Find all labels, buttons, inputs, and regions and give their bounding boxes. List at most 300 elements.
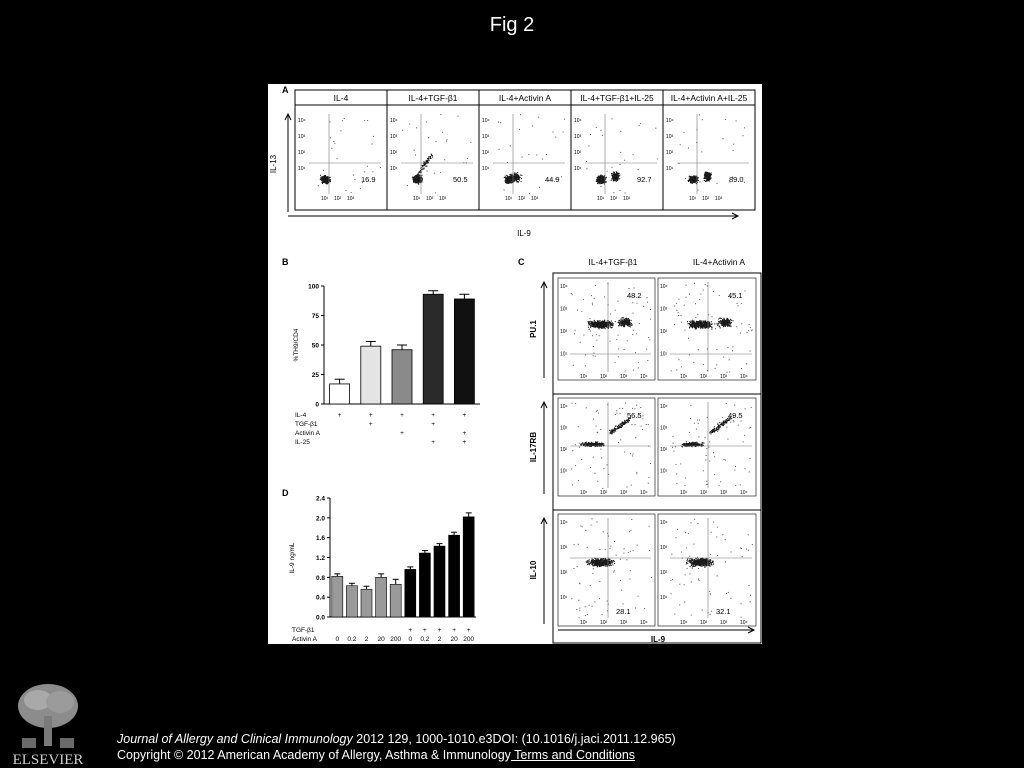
scatter-dot xyxy=(630,323,631,324)
scatter-dot xyxy=(620,190,621,191)
scatter-dot xyxy=(729,359,730,360)
plus-mark: + xyxy=(431,421,436,428)
scatter-dot xyxy=(684,305,685,306)
scatter-dot xyxy=(689,442,690,443)
scatter-dot xyxy=(572,484,573,485)
scatter-dot xyxy=(698,322,699,323)
scatter-dot xyxy=(703,323,704,324)
scatter-dot xyxy=(364,120,365,121)
scatter-dot xyxy=(324,179,325,180)
x-tick-label: 10² xyxy=(702,196,710,202)
scatter-dot xyxy=(730,319,731,320)
y-tick-label: 10² xyxy=(560,329,568,335)
scatter-dot xyxy=(641,426,642,427)
scatter-dot xyxy=(697,314,698,315)
panel-c-header: IL-4+TGF-β1 xyxy=(588,257,638,267)
y-tick-label: 0.4 xyxy=(315,594,325,602)
scatter-dot xyxy=(418,183,419,184)
scatter-dot xyxy=(610,433,611,434)
scatter-dot xyxy=(689,323,690,324)
scatter-dot xyxy=(516,173,517,174)
scatter-dot xyxy=(597,179,598,180)
scatter-dot xyxy=(646,349,647,350)
y-tick-label: 50 xyxy=(311,342,319,350)
scatter-dot xyxy=(615,321,616,322)
scatter-dot xyxy=(601,180,602,181)
scatter-dot xyxy=(617,428,618,429)
scatter-dot xyxy=(708,173,709,174)
scatter-dot xyxy=(595,327,596,328)
scatter-dot xyxy=(602,488,603,489)
y-tick-label: 2.0 xyxy=(315,515,325,523)
scatter-dot xyxy=(553,132,554,133)
scatter-dot xyxy=(647,297,648,298)
scatter-dot xyxy=(698,349,699,350)
scatter-dot xyxy=(600,327,601,328)
bar xyxy=(332,576,343,617)
scatter-dot xyxy=(539,187,540,188)
scatter-dot xyxy=(699,324,700,325)
scatter-dot xyxy=(413,181,414,182)
bar xyxy=(376,577,387,617)
scatter-dot xyxy=(694,179,695,180)
scatter-dot xyxy=(687,445,688,446)
scatter-dot xyxy=(595,442,596,443)
scatter-dot xyxy=(687,444,688,445)
scatter-dot xyxy=(691,181,692,182)
scatter-dot xyxy=(511,174,512,175)
scatter-dot xyxy=(683,132,684,133)
scatter-dot xyxy=(600,449,601,450)
scatter-dot xyxy=(601,183,602,184)
scatter-dot xyxy=(741,323,742,324)
scatter-dot xyxy=(603,182,604,183)
scatter-dot xyxy=(619,324,620,325)
x-tick-label: 10¹ xyxy=(580,490,588,496)
scatter-dot xyxy=(627,421,628,422)
panel-a-percent: 44.9 xyxy=(545,175,560,184)
scatter-dot xyxy=(599,443,600,444)
scatter-dot xyxy=(629,326,630,327)
scatter-dot xyxy=(727,372,728,373)
panel-c-frame xyxy=(553,273,761,643)
scatter-dot xyxy=(440,172,441,173)
scatter-dot xyxy=(700,328,701,329)
scatter-dot xyxy=(426,162,427,163)
scatter-dot xyxy=(510,181,511,182)
scatter-dot xyxy=(721,321,722,322)
scatter-dot xyxy=(613,323,614,324)
scatter-dot xyxy=(581,459,582,460)
scatter-dot xyxy=(624,326,625,327)
scatter-dot xyxy=(415,175,416,176)
y-tick-label: 10³ xyxy=(560,306,568,313)
scatter-dot xyxy=(692,183,693,184)
scatter-dot xyxy=(599,178,600,179)
scatter-dot xyxy=(598,327,599,328)
scatter-dot xyxy=(696,327,697,328)
scatter-dot xyxy=(678,315,679,316)
scatter-dot xyxy=(744,182,745,183)
scatter-dot xyxy=(612,118,613,119)
x-tick-label: 10⁴ xyxy=(640,490,648,496)
scatter-dot xyxy=(578,426,579,427)
scatter-dot xyxy=(612,432,613,433)
scatter-dot xyxy=(717,427,718,428)
scatter-dot xyxy=(546,154,547,155)
scatter-dot xyxy=(704,321,705,322)
scatter-dot xyxy=(605,324,606,325)
condition-label: IL-25 xyxy=(295,439,310,446)
scatter-dot xyxy=(688,323,689,324)
scatter-dot xyxy=(648,483,649,484)
scatter-dot xyxy=(693,326,694,327)
scatter-dot xyxy=(709,179,710,180)
scatter-dot xyxy=(705,320,706,321)
scatter-dot xyxy=(517,181,518,182)
scatter-dot xyxy=(573,365,574,366)
plus-mark: + xyxy=(368,412,373,419)
scatter-dot xyxy=(522,157,523,158)
scatter-dot xyxy=(724,322,725,323)
scatter-dot xyxy=(532,125,533,126)
scatter-dot xyxy=(604,320,605,321)
scatter-dot xyxy=(518,179,519,180)
scatter-dot xyxy=(714,428,715,429)
scatter-dot xyxy=(718,321,719,322)
scatter-dot xyxy=(719,318,720,319)
scatter-dot xyxy=(627,319,628,320)
y-tick-label: 10² xyxy=(390,150,398,156)
scatter-dot xyxy=(707,285,708,286)
scatter-dot xyxy=(692,182,693,183)
y-tick-label: 10³ xyxy=(560,425,568,432)
plus-mark: + xyxy=(466,627,471,634)
scatter-dot xyxy=(615,429,616,430)
scatter-dot xyxy=(715,328,716,329)
y-tick-label: 10⁴ xyxy=(560,284,568,290)
scatter-dot xyxy=(506,178,507,179)
scatter-dot xyxy=(344,118,345,119)
scatter-dot xyxy=(609,325,610,326)
scatter-dot xyxy=(615,179,616,180)
scatter-dot xyxy=(617,174,618,175)
scatter-dot xyxy=(636,473,637,474)
scatter-dot xyxy=(718,324,719,325)
scatter-dot xyxy=(649,477,650,478)
scatter-dot xyxy=(635,408,636,409)
scatter-dot xyxy=(513,178,514,179)
y-tick-label: 10¹ xyxy=(560,351,568,358)
scatter-dot xyxy=(719,295,720,296)
scatter-dot xyxy=(623,320,624,321)
scatter-dot xyxy=(649,339,650,340)
scatter-dot xyxy=(749,428,750,429)
y-tick-label: 1.2 xyxy=(315,555,325,562)
scatter-dot xyxy=(505,177,506,178)
y-tick-label: 10² xyxy=(298,150,306,156)
scatter-dot xyxy=(419,172,420,173)
scatter-dot xyxy=(695,444,696,445)
scatter-dot xyxy=(599,326,600,327)
scatter-dot xyxy=(516,179,517,180)
scatter-dot xyxy=(690,178,691,179)
scatter-dot xyxy=(696,325,697,326)
scatter-dot xyxy=(720,318,721,319)
x-tick-label: 10¹ xyxy=(689,196,697,202)
scatter-dot xyxy=(415,183,416,184)
y-tick-label: 1.6 xyxy=(315,535,325,543)
y-tick-label: 100 xyxy=(308,283,319,291)
scatter-dot xyxy=(619,321,620,322)
scatter-dot xyxy=(631,320,632,321)
scatter-dot xyxy=(334,143,335,144)
y-axis-label: IL-9 ng/mL xyxy=(289,542,296,574)
scatter-dot xyxy=(517,172,518,173)
scatter-dot xyxy=(720,327,721,328)
scatter-dot xyxy=(421,180,422,181)
scatter-dot xyxy=(633,313,634,314)
scatter-dot xyxy=(521,175,522,176)
scatter-dot xyxy=(613,174,614,175)
scatter-dot xyxy=(446,141,447,142)
scatter-dot xyxy=(629,288,630,289)
scatter-dot xyxy=(723,424,724,425)
scatter-dot xyxy=(426,122,427,123)
scatter-dot xyxy=(719,326,720,327)
scatter-dot xyxy=(346,190,347,191)
scatter-dot xyxy=(709,441,710,442)
scatter-dot xyxy=(693,321,694,322)
y-tick-label: 10¹ xyxy=(482,166,490,172)
scatter-dot xyxy=(729,371,730,372)
scatter-dot xyxy=(326,182,327,183)
scatter-dot xyxy=(327,183,328,184)
scatter-dot xyxy=(590,134,591,135)
scatter-dot xyxy=(621,321,622,322)
scatter-dot xyxy=(613,432,614,433)
scatter-dot xyxy=(733,150,734,151)
scatter-dot xyxy=(611,175,612,176)
scatter-dot xyxy=(409,124,410,125)
scatter-dot xyxy=(684,445,685,446)
scatter-dot xyxy=(616,181,617,182)
scatter-dot xyxy=(689,179,690,180)
scatter-dot xyxy=(750,351,751,352)
scatter-dot xyxy=(702,323,703,324)
scatter-dot xyxy=(682,444,683,445)
scatter-dot xyxy=(419,182,420,183)
scatter-dot xyxy=(691,444,692,445)
x-tick-label: 10³ xyxy=(720,374,728,380)
scatter-dot xyxy=(601,177,602,178)
scatter-dot xyxy=(750,327,751,328)
scatter-dot xyxy=(351,192,352,193)
scatter-dot xyxy=(509,174,510,175)
scatter-dot xyxy=(600,444,601,445)
scatter-dot xyxy=(555,137,556,138)
scatter-dot xyxy=(616,177,617,178)
scatter-dot xyxy=(704,175,705,176)
scatter-dot xyxy=(638,362,639,363)
scatter-dot xyxy=(628,318,629,319)
scatter-dot xyxy=(703,290,704,291)
scatter-dot xyxy=(721,424,722,425)
scatter-dot xyxy=(690,181,691,182)
scatter-dot xyxy=(579,443,580,444)
plus-mark: + xyxy=(462,430,467,437)
scatter-dot xyxy=(380,167,381,168)
scatter-dot xyxy=(733,144,734,145)
scatter-dot xyxy=(610,432,611,433)
scatter-dot xyxy=(610,324,611,325)
y-tick-label: 10⁴ xyxy=(390,118,398,124)
scatter-dot xyxy=(708,175,709,176)
scatter-dot xyxy=(428,137,429,138)
scatter-dot xyxy=(425,164,426,165)
scatter-dot xyxy=(602,323,603,324)
y-tick-label: 10¹ xyxy=(390,166,398,172)
scatter-dot xyxy=(620,152,621,153)
scatter-dot xyxy=(624,323,625,324)
scatter-dot xyxy=(619,178,620,179)
scatter-dot xyxy=(692,321,693,322)
scatter-dot xyxy=(529,193,530,194)
scatter-dot xyxy=(618,425,619,426)
scatter-dot xyxy=(700,327,701,328)
scatter-dot xyxy=(731,326,732,327)
scatter-dot xyxy=(695,303,696,304)
scatter-dot xyxy=(413,179,414,180)
scatter-dot xyxy=(611,180,612,181)
y-axis-label: %TH9/CD4 xyxy=(293,328,300,362)
scatter-dot xyxy=(586,168,587,169)
scatter-dot xyxy=(691,177,692,178)
scatter-dot xyxy=(716,349,717,350)
bar xyxy=(361,346,381,404)
x-tick-label: 10³ xyxy=(715,196,723,202)
x-tick-label: 10³ xyxy=(347,196,355,202)
scatter-dot xyxy=(673,443,674,444)
scatter-dot xyxy=(689,176,690,177)
x-tick-label: 10⁴ xyxy=(740,374,748,380)
scatter-dot xyxy=(610,326,611,327)
scatter-dot xyxy=(592,321,593,322)
scatter-dot xyxy=(599,322,600,323)
scatter-dot xyxy=(745,291,746,292)
scatter-dot xyxy=(692,444,693,445)
scatter-dot xyxy=(577,310,578,311)
scatter-dot xyxy=(688,148,689,149)
scatter-dot xyxy=(599,328,600,329)
scatter-dot xyxy=(511,179,512,180)
scatter-dot xyxy=(690,325,691,326)
y-tick-label: 2.4 xyxy=(315,495,325,503)
scatter-dot xyxy=(599,325,600,326)
panel-a-x-label: IL-9 xyxy=(517,229,531,238)
scatter-dot xyxy=(721,325,722,326)
scatter-dot xyxy=(590,331,591,332)
scatter-dot xyxy=(628,321,629,322)
scatter-dot xyxy=(715,368,716,369)
scatter-dot xyxy=(706,174,707,175)
scatter-dot xyxy=(640,407,641,408)
scatter-dot xyxy=(698,325,699,326)
scatter-dot xyxy=(614,427,615,428)
scatter-dot xyxy=(602,325,603,326)
scatter-dot xyxy=(701,151,702,152)
y-tick-label: 0.0 xyxy=(315,614,325,622)
scatter-dot xyxy=(407,185,408,186)
scatter-dot xyxy=(709,173,710,174)
scatter-dot xyxy=(694,283,695,284)
scatter-dot xyxy=(512,176,513,177)
scatter-dot xyxy=(596,322,597,323)
scatter-dot xyxy=(595,443,596,444)
scatter-dot xyxy=(623,322,624,323)
scatter-dot xyxy=(718,319,719,320)
panel-c-y-label: PU.1 xyxy=(529,320,538,338)
scatter-dot xyxy=(604,176,605,177)
x-tick-label: 10² xyxy=(610,196,618,202)
scatter-dot xyxy=(707,178,708,179)
scatter-dot xyxy=(701,327,702,328)
scatter-dot xyxy=(636,472,637,473)
scatter-dot xyxy=(709,177,710,178)
condition-label: Activin A xyxy=(295,430,320,437)
scatter-dot xyxy=(598,413,599,414)
scatter-dot xyxy=(718,429,719,430)
scatter-dot xyxy=(629,321,630,322)
scatter-dot xyxy=(635,437,636,438)
scatter-dot xyxy=(709,323,710,324)
scatter-dot xyxy=(426,166,427,167)
scatter-dot xyxy=(418,173,419,174)
scatter-dot xyxy=(610,341,611,342)
scatter-dot xyxy=(427,160,428,161)
scatter-dot xyxy=(620,413,621,414)
scatter-dot xyxy=(671,370,672,371)
bar xyxy=(463,517,474,617)
plus-mark: + xyxy=(337,412,342,419)
scatter-dot xyxy=(676,369,677,370)
plus-mark: + xyxy=(431,439,436,446)
bar xyxy=(361,589,372,617)
scatter-dot xyxy=(593,346,594,347)
scatter-dot xyxy=(625,403,626,404)
scatter-dot xyxy=(650,319,651,320)
scatter-dot xyxy=(615,426,616,427)
scatter-dot xyxy=(618,356,619,357)
scatter-dot xyxy=(635,352,636,353)
x-tick-label: 10³ xyxy=(531,196,539,202)
scatter-dot xyxy=(706,322,707,323)
scatter-dot xyxy=(697,324,698,325)
scatter-dot xyxy=(320,175,321,176)
scatter-dot xyxy=(602,326,603,327)
scatter-dot xyxy=(504,189,505,190)
activin-value: 0.2 xyxy=(420,636,430,643)
y-tick-label: 10³ xyxy=(660,306,668,313)
scatter-dot xyxy=(414,150,415,151)
scatter-dot xyxy=(510,179,511,180)
scatter-dot xyxy=(615,176,616,177)
scatter-dot xyxy=(603,176,604,177)
scatter-dot xyxy=(713,291,714,292)
scatter-dot xyxy=(704,326,705,327)
scatter-dot xyxy=(743,135,744,136)
scatter-dot xyxy=(721,423,722,424)
